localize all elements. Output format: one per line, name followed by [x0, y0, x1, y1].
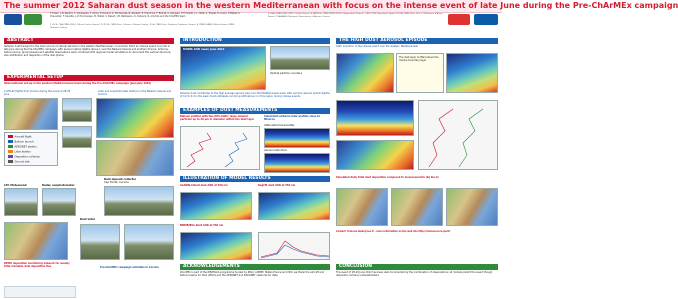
aod-map	[180, 46, 266, 90]
ack-header: ACKNOWLEDGEMENTS	[180, 264, 330, 270]
sounding-profiles	[418, 100, 498, 170]
deposit-photo	[104, 186, 174, 216]
setup-map	[4, 98, 58, 130]
model-nmmb-label: NMMB/BSC-Dust AOD at 550 nm	[180, 224, 224, 227]
deposit-label: Dust deposit collector	[104, 178, 137, 181]
introduction-text: Saharan dust contributes to the high average aerosol load over the Mediterranean basin with summer aerosol optical depths of 0.2 to 0.4 in the west. Dust outbreaks can bring AOD above 1 in this region during intense events.	[180, 92, 330, 98]
legend-swatch	[8, 155, 13, 158]
flight-note: 2 ATR-42 flights from Corsica during the event of 28-29 June	[4, 90, 71, 96]
programme-logo-right	[474, 14, 498, 25]
legend-item: Lidar station	[8, 150, 31, 153]
lidar-curtain-b	[264, 153, 330, 173]
conclusion-header: CONCLUSION	[336, 264, 498, 270]
deposition-caption: Simulated daily total dust deposition compared to measurements (kg km-2)	[336, 176, 439, 179]
model-nmmb-map	[180, 232, 252, 260]
legend-swatch	[8, 160, 13, 163]
intense-header: THE HIGH DUST AEROSOL EPISODE	[336, 38, 498, 44]
poster-title: The summer 2012 Saharan dust season in the western Mediterranean with focus on the intense event of late June during the Pre-ChArMEx campaign	[4, 1, 678, 10]
model-timeseries	[258, 232, 330, 260]
deposition-map-2	[391, 188, 443, 226]
aircraft-photo	[62, 98, 92, 122]
lpc-label: LPC Meteosond	[4, 184, 27, 187]
instrument-photo	[270, 46, 330, 70]
extinction-label: Aerosol extinction	[264, 149, 288, 152]
legend-swatch	[8, 145, 13, 148]
instrument-label: Optical particle counters	[270, 72, 302, 75]
programme-logo-left	[24, 14, 42, 25]
model-regcm-label: RegCM dust AOD at 550 nm	[258, 184, 296, 187]
model-regcm-map	[258, 192, 330, 220]
model-aladin-label: ALADIN-Climat dust AOD at 550 nm	[180, 184, 228, 187]
balloon-photo	[62, 126, 92, 148]
model-timeseries-plot	[259, 233, 331, 261]
intense-caption: AOD: evolution of the intense event over the western Mediterranean	[336, 45, 419, 48]
legend-item: AERONET station	[8, 145, 37, 148]
deposition-map-3	[446, 188, 498, 226]
experimental-caption: Observational set-up in the western Mediterranean basin during the Pre-ChArMEx campaign (June-July 2012)	[4, 82, 152, 85]
backscatter-label: Attenuated backscatter	[264, 124, 295, 127]
sounding-profile-plot	[419, 101, 499, 171]
corsica-map	[96, 140, 174, 176]
lidar-curtain-a	[264, 128, 330, 148]
legend-swatch	[8, 150, 13, 153]
institution-logo-left	[4, 14, 22, 25]
deposition-map-1	[336, 188, 388, 226]
pre-chamex-title: Pre-ChArMEx campaign activities in Corsica	[100, 266, 159, 269]
deposit-sublabel: Cap Ferrat, Corsica	[104, 181, 129, 184]
radar-photo	[42, 188, 76, 216]
experimental-header: EXPERIMENTAL SETUP	[4, 75, 174, 81]
conclusion-text: The event of 28-29 June 2012 has been well documented by the combination of observations; all models predict the event though deposition remains underestimated.	[336, 271, 493, 277]
measurements-header: EXAMPLES OF DUST MEASUREMENTS	[180, 108, 330, 114]
lpc-photo	[4, 188, 38, 216]
legend-item: Deposition collector	[8, 155, 40, 158]
lidar-photo	[80, 224, 120, 260]
trajectory-map	[336, 140, 414, 170]
affiliations-right: 5 LISA, CNRS-UPEC-UPD, Créteil, France; 6 LATMOS, CNRS-UPMC-UVSQ, Guyancourt, France; 7 BSC-CNS, Barcelona, Spain; 8 LOA, CNRS-Univ. Lille 1, Villeneuve d'Ascq, France; 9 IAASARS, National Observatory of Athens, Greece	[268, 13, 443, 18]
institution-logo-right	[448, 14, 470, 25]
legend-swatch	[8, 140, 13, 143]
site-photo	[124, 224, 174, 260]
demo-title: DEMO deposition monitoring network for weekly total insoluble dust deposition flux	[4, 262, 70, 268]
setup-legend	[4, 132, 58, 166]
legend-item: Ground site	[8, 160, 30, 163]
model-header: ILLUSTRATION OF MODEL RESULTS	[180, 176, 330, 182]
aod-map-label: MODIS AOD mean June 2012	[183, 48, 225, 51]
legend-item: Aircraft flight	[8, 135, 31, 138]
authors: F. Dulac, J.-B. Renard, C. Verwaerde, F. Auriol, P. Durand, G. Momboisse, B. Gaubert, E. Hamonou, F. Burnet, C. Denjean, P. Formenti, J.-L. Attié, S. Triquet, R. Losno, P. Nabat, S. Chevaillier, F. Ravetta, J.-P. Pommereau, M. Mallet, S. Basart, J.M. Baldasano, O. Dubovik, N. Amiridis and the ChArMEx team	[50, 12, 241, 18]
legend-item: Balloon launch	[8, 140, 34, 143]
model-aladin-map	[180, 192, 252, 220]
balloon-profiles	[180, 126, 260, 170]
satellite-image	[446, 53, 498, 93]
flight-track-map	[96, 98, 174, 138]
balloon-profile-plot	[181, 127, 261, 171]
calipso-curtain	[336, 100, 414, 136]
aod-sequence-map	[336, 53, 394, 93]
affiliations: 1 LSCE, CEA-CNRS-UVSQ, Gif-sur-Yvette, France; 2 LPC2E, CNRS-Univ. Orléans, Orléans, France; 3 LA, CNRS-Univ. Toulouse, Toulouse, France; 4 CNRM-GAME, Météo-France-CNRS, Toulouse, France	[50, 24, 235, 29]
dust-lidar-label: Dust Lidar	[80, 218, 96, 221]
ack-text: ChArMEx is part of the MISTRALS programme funded by INSU, ADEME, Météo-France and CEA; we thank the aircraft and balloon teams for their efforts and the AERONET and EARLINET networks for data.	[180, 271, 325, 277]
introduction-header: INTRODUCTION	[180, 38, 330, 44]
legend-swatch	[8, 135, 13, 138]
curtain-caption: Coincident airborne lidar profiles close to Minorca	[264, 115, 320, 121]
event-note-box	[396, 53, 444, 93]
contact-info: Contact: francois.dulac@cea.fr - more information on the web site http://charmex.lsce.ipsl.fr	[336, 230, 451, 233]
balloon-caption: Balloon profiles with two OPC-LOAC; large mineral particles up to 20 µm in diameter within the dust layer	[180, 115, 255, 121]
footer-logos	[4, 286, 76, 298]
station-note: Lidar and sunphotometer stations in the Balearic Islands and Corsica	[98, 90, 171, 96]
radar-label: Radar, sunphotometer	[42, 184, 75, 187]
event-note: The dust layer is lifted above the marine boundary layer	[399, 56, 439, 62]
abstract-text: Saharan dust transport is the main source of natural aerosols in the western Mediterranean. In summer 2012 an intense event occurred in late June during the Pre-ChArMEx campaign, with aerosol optical depths above 1 over the Balearic Islands and southern France. Airborne, balloon-borne, ground-based and satellite observations were combined with regional model simulations to document the vertical structure, size distribution and deposition of the dust plume.	[4, 45, 172, 57]
abstract-header: ABSTRACT	[4, 38, 174, 44]
demo-network-map	[4, 222, 68, 260]
